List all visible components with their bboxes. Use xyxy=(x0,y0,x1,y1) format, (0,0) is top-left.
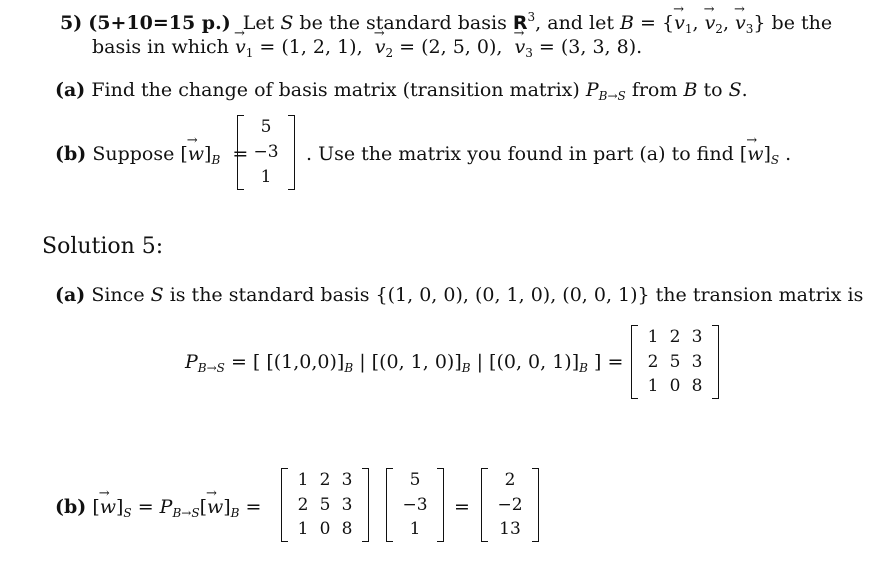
equals: = xyxy=(232,143,249,165)
wB-vector-matrix xyxy=(237,115,295,190)
matrix-cell: 1 xyxy=(260,167,272,187)
subscript: 1 xyxy=(245,46,254,60)
text: be the standard basis xyxy=(299,12,507,34)
P-subscript: B→S xyxy=(197,361,225,375)
right-bracket xyxy=(362,468,369,542)
period: . xyxy=(785,143,792,165)
symbol-S: S xyxy=(728,79,742,101)
bracket: ] xyxy=(763,143,771,165)
matrix-body xyxy=(244,115,288,190)
matrix-body xyxy=(288,468,362,542)
right-bracket xyxy=(437,468,444,542)
vector-w: → w xyxy=(188,143,204,165)
bracket: ] xyxy=(223,496,231,518)
part-b-label: (b) xyxy=(55,143,87,165)
text: Suppose [ xyxy=(92,143,188,165)
solution-b-result-vector xyxy=(481,468,539,542)
set-close: } be the xyxy=(753,12,833,34)
matrix-body xyxy=(638,325,712,399)
vector-v: → v xyxy=(235,36,246,58)
matrix-cell: 13 xyxy=(499,519,521,539)
matrix-cell: 1 xyxy=(647,327,659,347)
subscript-B: B xyxy=(579,361,588,375)
part-a xyxy=(55,79,748,103)
matrix-cell: 1 xyxy=(297,470,309,490)
equals: = xyxy=(137,496,154,518)
solution-b-lhs xyxy=(55,496,261,520)
subscript: 1 xyxy=(684,22,693,36)
vector-v: → v xyxy=(674,12,685,34)
subscript-S: S xyxy=(123,506,132,520)
subscript-B: B xyxy=(461,361,471,375)
matrix-cell: 2 xyxy=(297,494,309,515)
right-bracket xyxy=(712,325,719,399)
v1-value: = (1, 2, 1), xyxy=(259,36,363,58)
problem-number: 5) xyxy=(60,12,83,34)
problem-points: (5+10=15 p.) xyxy=(88,12,231,34)
solution-a-label: (a) xyxy=(55,284,86,306)
matrix-cell: −2 xyxy=(497,494,523,515)
part-a-label: (a) xyxy=(55,79,86,101)
part-a-text: Find the change of basis matrix (transition matrix) xyxy=(91,79,580,101)
bracket: ] xyxy=(204,143,212,165)
right-bracket xyxy=(288,115,295,190)
matrix-cell: 1 xyxy=(647,376,659,396)
matrix-cell: 5 xyxy=(669,351,681,372)
symbol-P: P xyxy=(585,79,599,101)
text: to xyxy=(703,79,723,101)
period: . xyxy=(741,79,748,101)
text: Since xyxy=(91,284,145,306)
left-bracket xyxy=(281,468,288,542)
text: , and let xyxy=(535,12,614,34)
subscript: 2 xyxy=(385,46,394,60)
subscript: 3 xyxy=(745,22,754,36)
matrix-cell: 1 xyxy=(297,519,309,539)
symbol-S: S xyxy=(280,12,294,34)
matrix-body xyxy=(488,468,532,542)
transition-matrix xyxy=(631,325,719,399)
right-bracket xyxy=(532,468,539,542)
solution-b-label: (b) xyxy=(55,496,87,518)
matrix-cell: 0 xyxy=(319,519,331,539)
symbol-B: B xyxy=(683,79,698,101)
equals: = xyxy=(245,496,262,518)
v2-value: = (2, 5, 0), xyxy=(399,36,503,58)
subscript-B: B xyxy=(211,153,221,167)
matrix-cell: 5 xyxy=(260,117,272,137)
exponent: 3 xyxy=(527,10,536,24)
vector-v: → v xyxy=(375,36,386,58)
part-b-lhs xyxy=(55,143,248,167)
column-2: | [(0, 1, 0)] xyxy=(359,351,462,373)
matrix-cell: 5 xyxy=(409,470,421,490)
equals: = xyxy=(454,496,470,518)
subscript-B: B xyxy=(344,361,354,375)
matrix-body xyxy=(393,468,437,542)
column-3: | [(0, 0, 1)] xyxy=(476,351,580,373)
subscript-S: S xyxy=(770,153,780,167)
subscript: 2 xyxy=(715,22,723,36)
symbol-P: P xyxy=(159,496,173,518)
transition-equation xyxy=(185,351,623,375)
matrix-cell: 2 xyxy=(647,351,659,372)
set-open: = { xyxy=(640,12,675,34)
vector-v: → v xyxy=(515,36,526,58)
matrix-cell: 3 xyxy=(341,470,353,490)
part-b-rhs xyxy=(306,143,791,167)
symbol-R: R xyxy=(512,12,528,34)
matrix-cell: 8 xyxy=(691,376,703,396)
column-1: = [ [(1,0,0)] xyxy=(230,351,345,373)
subscript: 3 xyxy=(525,46,533,60)
text: basis in which xyxy=(92,36,229,58)
symbol-B: B xyxy=(620,12,634,34)
v3-value: = (3, 3, 8). xyxy=(538,36,643,58)
matrix-cell: 2 xyxy=(504,470,516,490)
vector-v: → v xyxy=(735,12,746,34)
left-bracket xyxy=(631,325,638,399)
text: . Use the matrix you found in part (a) to find [ xyxy=(306,143,748,165)
matrix-cell: −3 xyxy=(253,142,279,162)
matrix-cell: 2 xyxy=(669,327,681,347)
matrix-cell: 3 xyxy=(691,327,703,347)
matrix-cell: 5 xyxy=(319,494,331,515)
bracket: [ xyxy=(92,496,100,518)
closing: ] = xyxy=(594,351,624,373)
problem-line-1: 5) (5+10=15 p.) Let S be the standard basis $R^3$, and let B = {→ $v_1$, → $v_2$, → $v_3$} be the xyxy=(60,12,832,36)
solution-b-w-vector xyxy=(386,468,444,542)
matrix-cell: 1 xyxy=(409,519,421,539)
left-bracket xyxy=(481,468,488,542)
solution-heading: Solution 5: xyxy=(42,234,164,259)
subscript-B: B xyxy=(230,506,240,520)
text: is the standard basis {(1, 0, 0), (0, 1, 0), (0, 0, 1)} the transion matrix is xyxy=(169,284,864,306)
P-subscript: B→S xyxy=(598,89,626,103)
left-bracket xyxy=(237,115,244,190)
bracket: ] xyxy=(116,496,124,518)
vector-w: → w xyxy=(100,496,116,518)
solution-a-text xyxy=(55,284,863,306)
P-subscript: B→S xyxy=(172,506,200,520)
matrix-cell: 8 xyxy=(341,519,353,539)
matrix-cell: 3 xyxy=(691,351,703,372)
matrix-cell: 3 xyxy=(341,494,353,515)
text: from xyxy=(631,79,678,101)
symbol-S: S xyxy=(150,284,164,306)
bracket: [ xyxy=(199,496,207,518)
symbol-P: P xyxy=(185,351,198,373)
vector-w: → w xyxy=(747,143,763,165)
matrix-cell: 2 xyxy=(319,470,331,490)
matrix-cell: −3 xyxy=(402,494,428,515)
matrix-cell: 0 xyxy=(669,376,681,396)
text: Let xyxy=(242,12,275,34)
vector-w: → w xyxy=(207,496,223,518)
problem-line-2 xyxy=(92,36,642,60)
left-bracket xyxy=(386,468,393,542)
solution-b-matrix xyxy=(281,468,369,542)
vector-v: → v xyxy=(705,12,716,34)
